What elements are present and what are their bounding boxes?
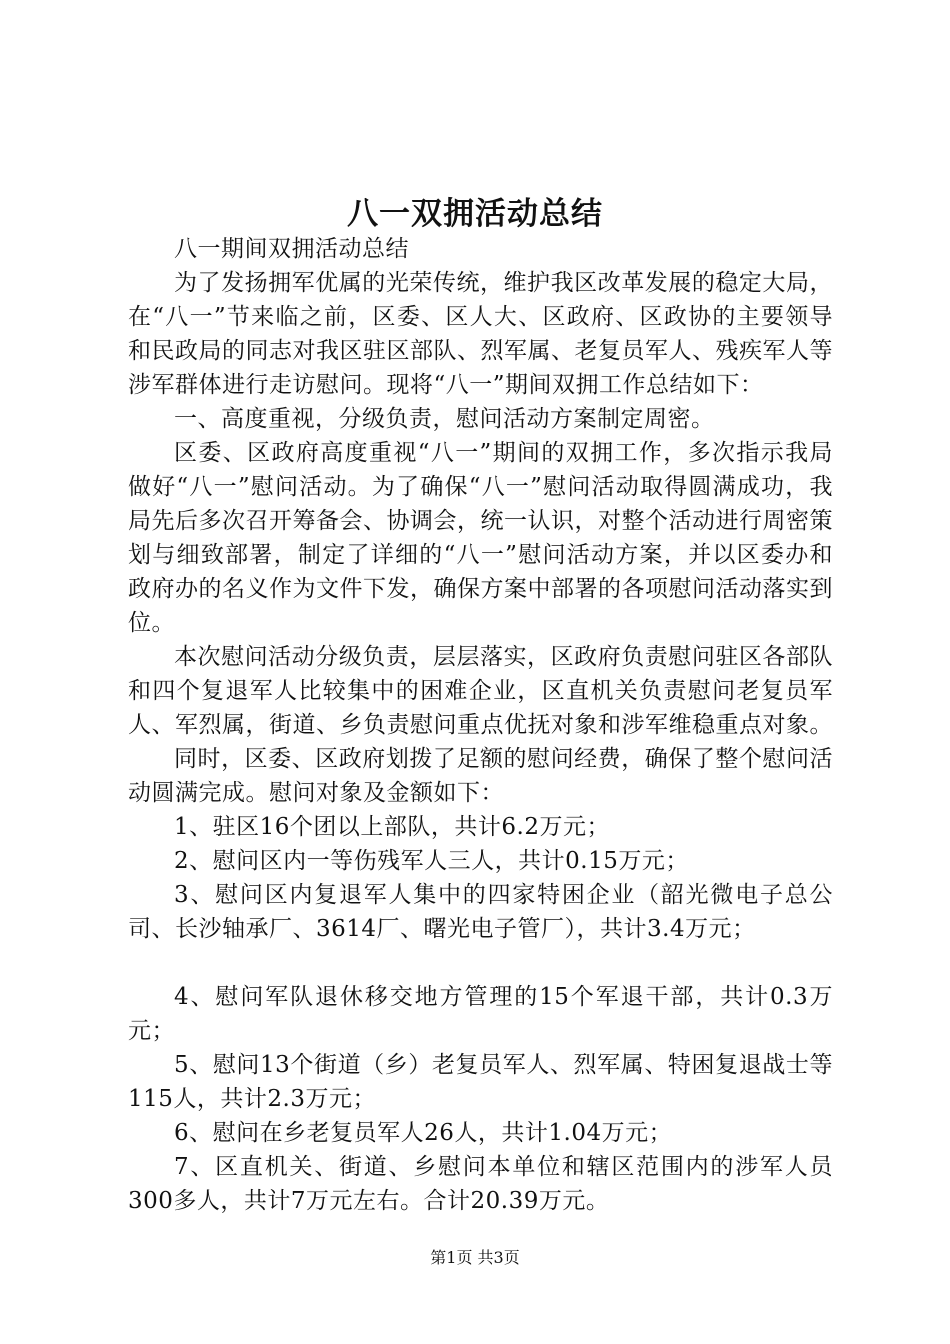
subtitle-paragraph: 八一期间双拥活动总结 (174, 236, 409, 262)
list-item: 7、区直机关、街道、乡慰问本单位和辖区范围内的涉军人员300多人，共计7万元左右。合计20.39万元。 (128, 1154, 833, 1214)
body-paragraph: 区委、区政府高度重视“八一”期间的双拥工作，多次指示我局做好“八一”慰问活动。为了确保“八一”慰问活动取得圆满成功，我局先后多次召开筹备会、协调会，统一认识，对整个活动进行周密策划与细致部署，制定了详细的“八一”慰问活动方案，并以区委办和政府办的名义作为文件下发，确保方案中部署的各项慰问活动落实到位。 (128, 440, 833, 636)
list-item: 3、慰问区内复退军人集中的四家特困企业（韶光微电子总公司、长沙轴承厂、3614厂、曙光电子管厂），共计3.4万元； (128, 882, 833, 942)
list-item: 5、慰问13个街道（乡）老复员军人、烈军属、特困复退战士等115人，共计2.3万元； (128, 1052, 833, 1112)
list-item: 4、慰问军队退休移交地方管理的15个军退干部，共计0.3万元； (128, 984, 833, 1044)
document-body (128, 232, 833, 1218)
list-item: 2、慰问区内一等伤残军人三人，共计0.15万元； (174, 848, 689, 874)
body-paragraph: 同时，区委、区政府划拨了足额的慰问经费，确保了整个慰问活动圆满完成。慰问对象及金额如下： (128, 746, 833, 806)
list-item: 1、驻区16个团以上部队，共计6.2万元； (174, 814, 610, 840)
intro-paragraph: 为了发扬拥军优属的光荣传统，维护我区改革发展的稳定大局，在“八一”节来临之前，区委、区人大、区政府、区政协的主要领导和民政局的同志对我区驻区部队、烈军属、老复员军人、残疾军人等涉军群体进行走访慰问。现将“八一”期间双拥工作总结如下： (128, 270, 833, 398)
document-title: 八一双拥活动总结 (347, 196, 603, 232)
section-heading: 一、高度重视，分级负责，慰问活动方案制定周密。 (174, 406, 715, 432)
body-paragraph: 本次慰问活动分级负责，层层落实，区政府负责慰问驻区各部队和四个复退军人比较集中的困难企业，区直机关负责慰问老复员军人、军烈属，街道、乡负责慰问重点优抚对象和涉军维稳重点对象。 (128, 644, 833, 738)
blank-line (128, 946, 833, 980)
page-number: 第1页 共3页 (430, 1248, 520, 1267)
list-item: 6、慰问在乡老复员军人26人，共计1.04万元； (174, 1120, 673, 1146)
